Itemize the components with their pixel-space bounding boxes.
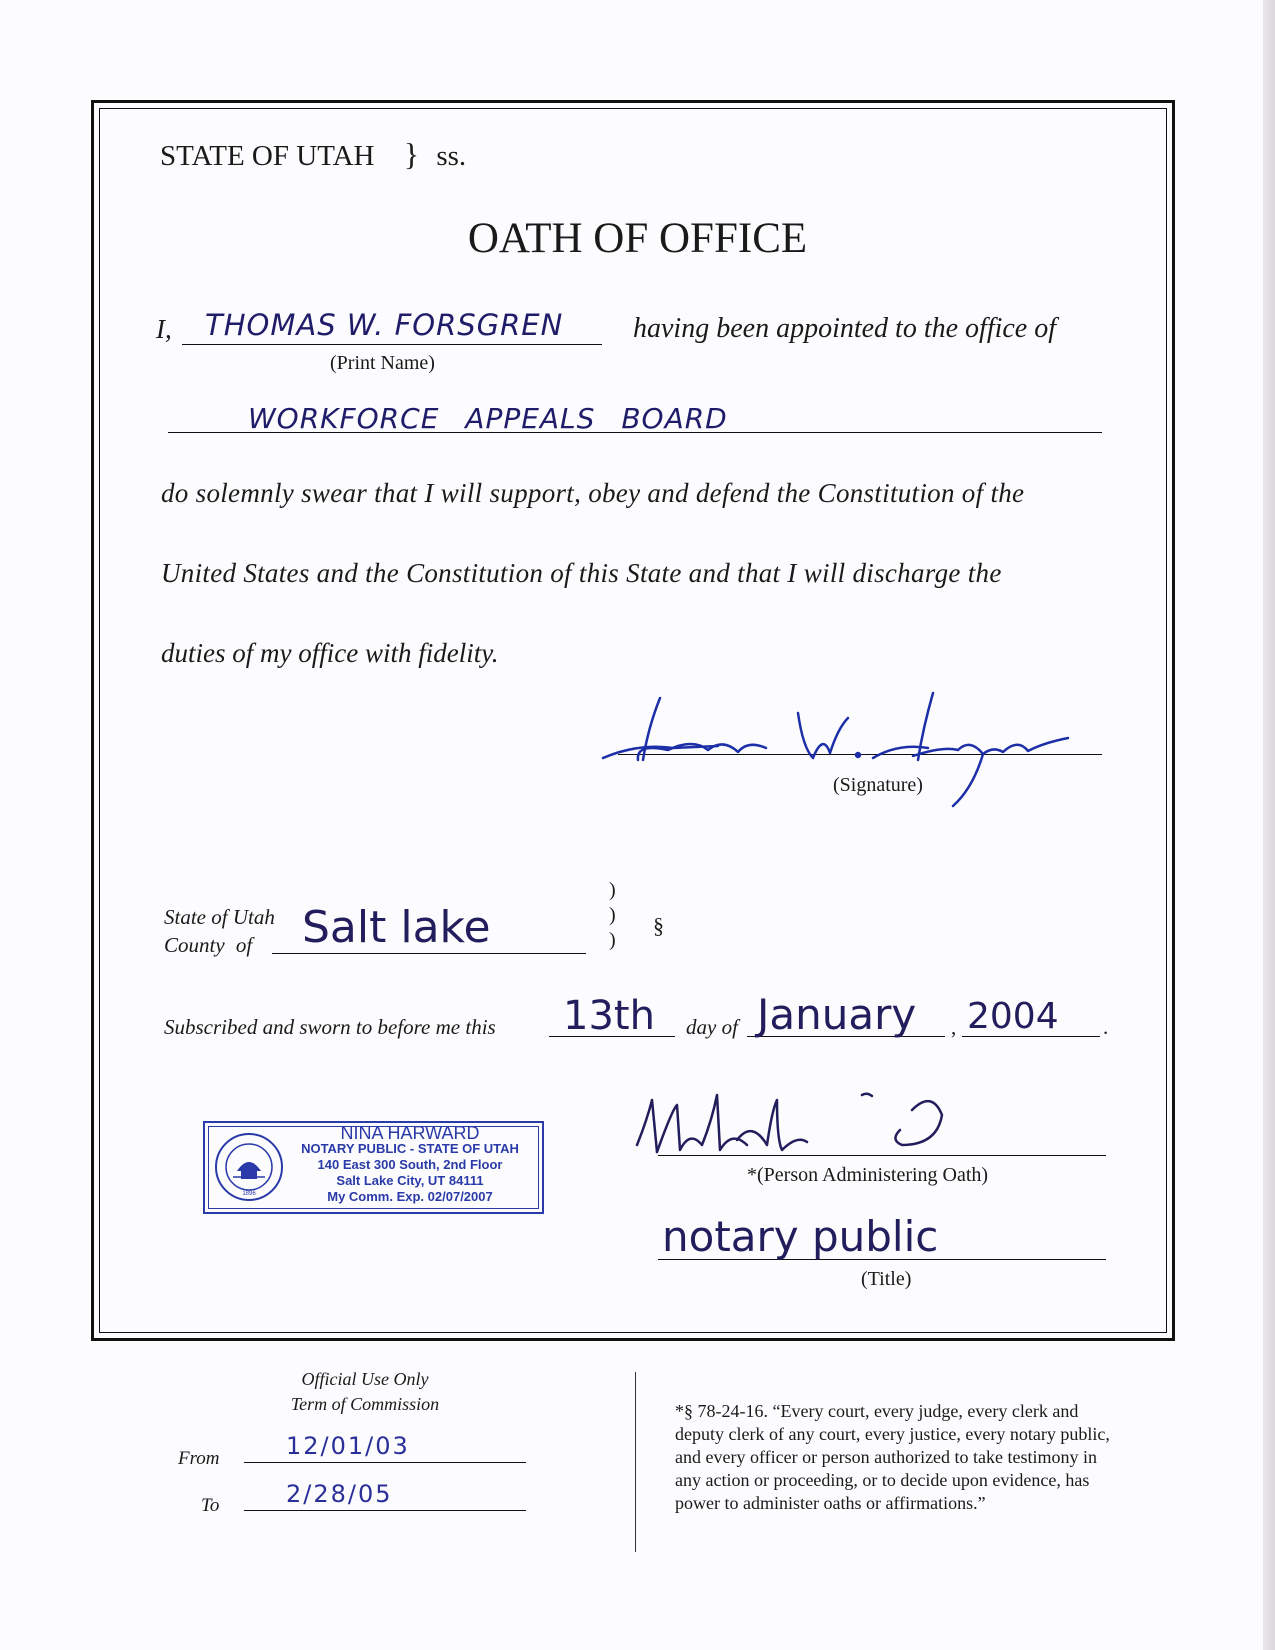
stamp-name: NINA HARWARD: [340, 1123, 480, 1143]
term-of-commission-label: Term of Commission: [290, 1394, 440, 1414]
oath-line-1: do solemnly swear that I will support, obey and defend the Constitution of the: [161, 478, 1025, 508]
from-line: [244, 1462, 526, 1463]
seal-year: 1896: [242, 1191, 256, 1197]
i-prefix: I,: [156, 314, 172, 344]
seal-icon: [213, 1131, 285, 1203]
comma: ,: [951, 1015, 957, 1039]
appointed-text: having been appointed to the office of: [633, 313, 1057, 344]
statute-text: [675, 1400, 1110, 1515]
paren-1: ): [609, 879, 616, 901]
brace: }: [403, 136, 420, 172]
page-title: OATH OF OFFICE: [467, 215, 808, 262]
state-header: [160, 136, 466, 173]
day-of-label: day of: [686, 1015, 738, 1039]
statute-line-1: *§ 78-24-16. “Every court, every judge, every clerk and: [675, 1401, 1079, 1421]
county-name: Salt lake: [302, 902, 491, 953]
state-label: STATE OF UTAH: [160, 140, 375, 172]
state-of-utah-label: State of Utah: [164, 905, 275, 929]
name-line: [182, 344, 602, 345]
stamp-line-2: 140 East 300 South, 2nd Floor: [317, 1157, 503, 1172]
statute-line-2: deputy clerk of any court, every justice, every notary public,: [675, 1424, 1110, 1444]
signature-caption: (Signature): [833, 774, 923, 796]
oath-line-2: United States and the Constitution of this State and that I will discharge the: [161, 558, 1002, 588]
notary-signature-image: [632, 1090, 962, 1160]
to-label: To: [201, 1495, 220, 1516]
subscribed-label: Subscribed and sworn to before me this: [164, 1015, 496, 1039]
notary-stamp: [203, 1121, 544, 1214]
period: .: [1103, 1015, 1109, 1039]
paren-2: ): [609, 904, 616, 926]
footer-divider: [635, 1372, 636, 1552]
stamp-line-3: Salt Lake City, UT 84111: [336, 1173, 484, 1188]
ss-label: ss.: [436, 140, 467, 172]
stamp-line-4: My Comm. Exp. 02/07/2007: [327, 1189, 493, 1204]
to-line: [244, 1510, 526, 1511]
stamp-text: [285, 1125, 535, 1205]
office-name: WORKFORCE APPEALS BOARD: [248, 402, 728, 435]
year-value: 2004: [967, 996, 1059, 1037]
printed-name: THOMAS W. FORSGREN: [205, 308, 564, 342]
oath-line-3: duties of my office with fidelity.: [161, 638, 499, 668]
stamp-line-1: NOTARY PUBLIC - STATE OF UTAH: [301, 1141, 519, 1156]
official-use-label: Official Use Only: [301, 1369, 429, 1389]
statute-line-5: power to administer oaths or affirmations.”: [675, 1493, 986, 1513]
day-value: 13th: [563, 993, 655, 1039]
statute-line-4: any action or proceeding, or to decide upon evidence, has: [675, 1470, 1090, 1490]
parens: [609, 878, 616, 953]
county-line: [272, 953, 586, 954]
name-caption: (Print Name): [330, 352, 435, 374]
title-caption: (Title): [861, 1268, 912, 1290]
section-symbol: §: [653, 913, 664, 938]
statute-line-3: and every officer or person authorized to take testimony in: [675, 1447, 1098, 1467]
title-value: notary public: [662, 1212, 939, 1261]
official-use-heading: [280, 1367, 450, 1417]
administering-caption: *(Person Administering Oath): [747, 1164, 989, 1186]
county-label: County of: [164, 933, 253, 957]
month-value: January: [757, 990, 917, 1039]
from-label: From: [178, 1448, 220, 1469]
from-value: 12/01/03: [286, 1432, 410, 1460]
paren-3: ): [609, 929, 616, 951]
to-value: 2/28/05: [286, 1480, 393, 1508]
